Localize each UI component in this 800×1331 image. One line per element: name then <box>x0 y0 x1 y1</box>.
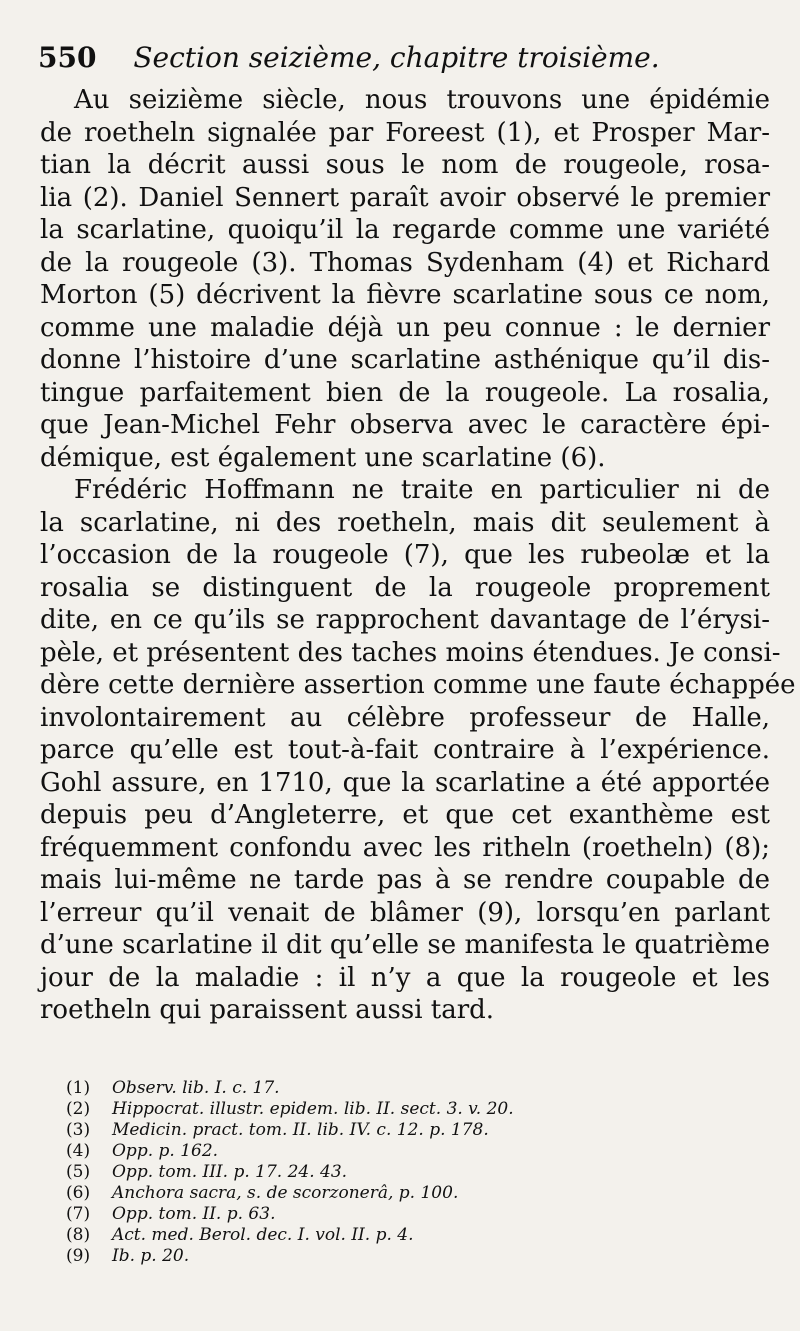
text-line: Au seizième siècle, nous trouvons une épidémie <box>74 85 770 115</box>
footnote <box>66 1141 766 1162</box>
text-line: Gohl assure, en 1710, que la scarlatine a été apportée <box>40 767 770 798</box>
text-line: involontairement au célèbre professeur de Halle, <box>40 702 770 733</box>
footnote-mark: (2) <box>66 1099 91 1119</box>
text-line: roetheln qui paraissent aussi tard. <box>40 995 495 1025</box>
footnote-mark: (4) <box>66 1141 91 1161</box>
text-line: que Jean-Michel Fehr observa avec le caractère épi- <box>40 410 770 440</box>
paragraph <box>40 84 770 474</box>
footnote-mark: (6) <box>66 1183 91 1203</box>
text-line: de la rougeole (3). Thomas Sydenham (4) et Richard <box>40 247 770 278</box>
text-line: donne l’histoire d’une scarlatine asthénique qu’il dis- <box>40 345 770 375</box>
footnote-mark: (3) <box>66 1120 91 1140</box>
footnote-text: Anchora sacra, s. de scorzonerâ, p. 100. <box>112 1183 459 1203</box>
text-line: dère cette dernière assertion comme une faute échappée <box>40 670 796 700</box>
footnote <box>66 1204 766 1225</box>
footnote <box>66 1099 766 1120</box>
text-line: comme une maladie déjà un peu connue : le dernier <box>40 312 770 343</box>
footnote-mark: (9) <box>66 1246 91 1266</box>
footnote <box>66 1162 766 1183</box>
footnote-text: Opp. p. 162. <box>112 1141 219 1161</box>
text-line: de roetheln signalée par Foreest (1), et Prosper Mar- <box>40 117 770 148</box>
text-line: pèle, et présentent des taches moins étendues. Je consi- <box>40 637 781 668</box>
text-line: l’occasion de la rougeole (7), que les rubeolæ et la <box>40 540 770 570</box>
footnote <box>66 1078 766 1099</box>
footnote-text: Opp. tom. III. p. 17. 24. 43. <box>112 1162 348 1182</box>
text-line: mais lui-même ne tarde pas à se rendre coupable de <box>40 865 770 895</box>
text-line: Frédéric Hoffmann ne traite en particulier ni de <box>74 475 770 505</box>
text-line: la scarlatine, quoiqu’il la regarde comme une variété <box>40 215 770 245</box>
text-line: dite, en ce qu’ils se rapprochent davantage de l’érysi- <box>40 605 770 635</box>
text-line: l’erreur qu’il venait de blâmer (9), lorsqu’en parlant <box>40 897 770 928</box>
footnote <box>66 1183 766 1204</box>
footnote <box>66 1246 766 1267</box>
text-line: parce qu’elle est tout-à-fait contraire à l’expérience. <box>40 735 770 765</box>
text-line: rosalia se distinguent de la rougeole proprement <box>40 572 770 603</box>
text-line: la scarlatine, ni des roetheln, mais dit seulement à <box>40 507 770 538</box>
text-line: lia (2). Daniel Sennert paraît avoir observé le premier <box>40 182 770 213</box>
text-line: jour de la maladie : il n’y a que la rougeole et les <box>40 962 770 993</box>
footnote <box>66 1120 766 1141</box>
text-line: depuis peu d’Angleterre, et que cet exanthème est <box>40 800 770 830</box>
text-line: démique, est également une scarlatine (6). <box>40 442 606 473</box>
page-number: 550 <box>38 41 97 74</box>
running-head: Section seizième, chapitre troisième. <box>133 41 660 74</box>
footnote <box>66 1225 766 1246</box>
main-text <box>40 84 796 1027</box>
footnote-text: Ib. p. 20. <box>112 1246 190 1266</box>
text-line: d’une scarlatine il dit qu’elle se manifesta le quatrième <box>40 930 770 960</box>
footnote-mark: (8) <box>66 1225 91 1245</box>
text-line: tian la décrit aussi sous le nom de rougeole, rosa- <box>40 150 770 180</box>
text-line: fréquemment confondu avec les ritheln (roetheln) (8); <box>40 832 770 863</box>
footnote-text: Medicin. pract. tom. II. lib. IV. c. 12. p. 178. <box>112 1120 489 1140</box>
footnote-mark: (5) <box>66 1162 91 1182</box>
footnote-text: Opp. tom. II. p. 63. <box>112 1204 276 1224</box>
footnote-mark: (1) <box>66 1078 91 1098</box>
footnote-text: Hippocrat. illustr. epidem. lib. II. sect. 3. v. 20. <box>112 1099 514 1119</box>
paragraph <box>40 474 796 1027</box>
text-line: Morton (5) décrivent la fièvre scarlatine sous ce nom, <box>40 280 770 310</box>
page-header <box>38 38 768 78</box>
text-line: tingue parfaitement bien de la rougeole. La rosalia, <box>40 377 770 408</box>
footnote-text: Observ. lib. I. c. 17. <box>112 1078 280 1098</box>
footnotes <box>66 1078 766 1267</box>
footnote-mark: (7) <box>66 1204 91 1224</box>
footnote-text: Act. med. Berol. dec. I. vol. II. p. 4. <box>112 1225 414 1245</box>
